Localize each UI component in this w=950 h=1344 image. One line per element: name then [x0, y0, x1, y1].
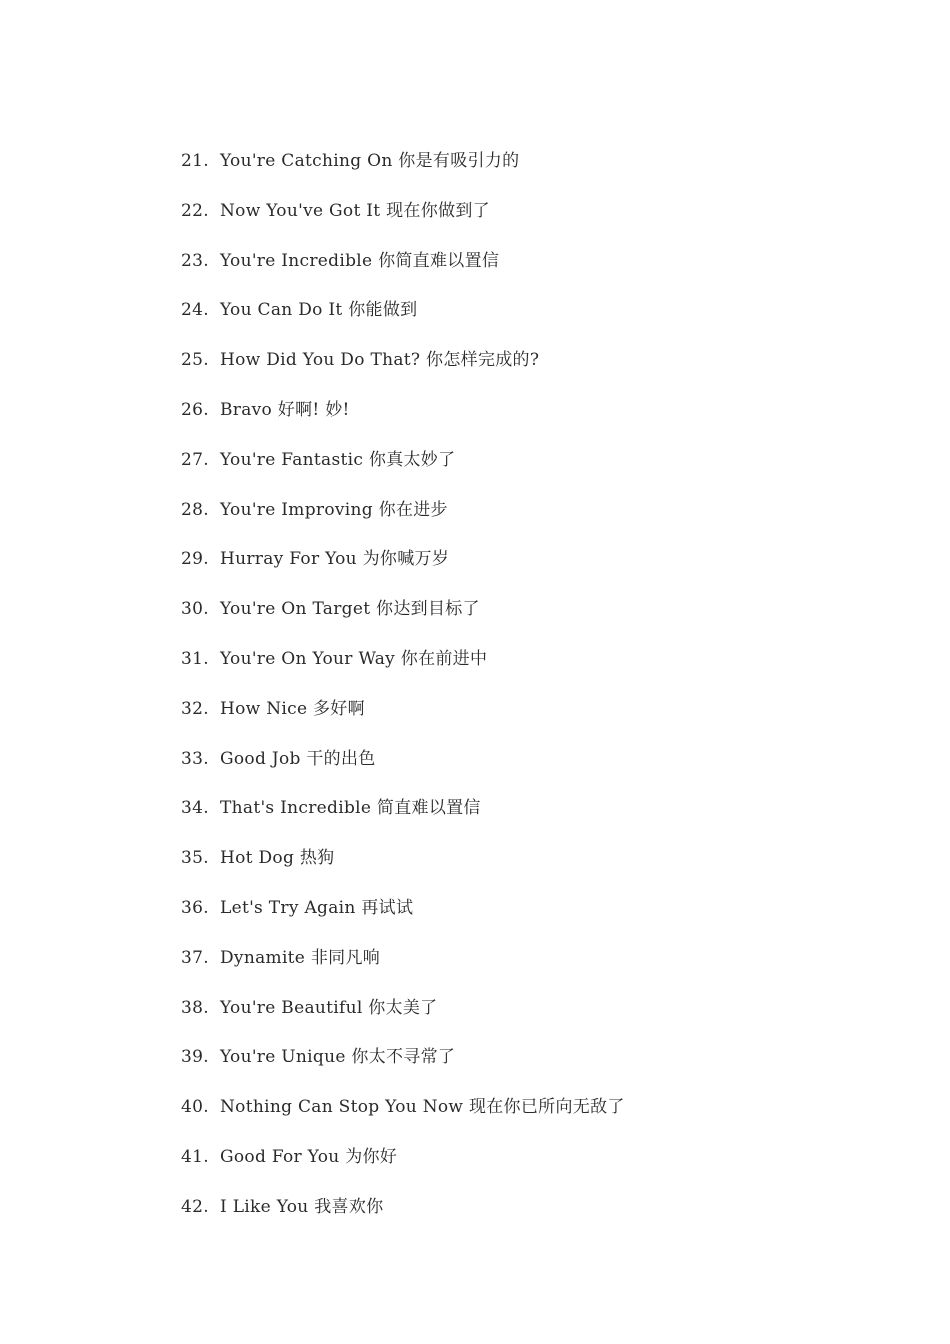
item-number: 33. — [181, 748, 209, 769]
list-item — [181, 793, 625, 843]
list-item — [181, 594, 625, 644]
item-number: 26. — [181, 399, 209, 420]
item-number: 24. — [181, 300, 209, 321]
item-text: Bravo 好啊! 妙! — [220, 399, 350, 420]
item-text: You're Incredible 你简直难以置信 — [220, 250, 500, 271]
item-number: 39. — [181, 1047, 209, 1068]
item-text: You're Improving 你在进步 — [220, 499, 448, 520]
item-number: 21. — [181, 151, 209, 171]
list-item — [181, 246, 625, 296]
item-text: I Like You 我喜欢你 — [220, 1196, 384, 1217]
list-item — [181, 943, 625, 993]
list-item — [181, 544, 625, 594]
item-text: Hurray For You 为你喊万岁 — [220, 549, 450, 570]
list-item — [181, 993, 625, 1043]
item-number: 41. — [181, 1146, 209, 1167]
item-text: You're On Your Way 你在前进中 — [220, 648, 488, 669]
item-number: 38. — [181, 997, 209, 1018]
item-number: 42. — [181, 1196, 209, 1217]
item-number: 34. — [181, 798, 209, 819]
item-number: 40. — [181, 1097, 209, 1118]
item-text: Nothing Can Stop You Now 现在你已所向无敌了 — [220, 1097, 625, 1118]
list-item — [181, 445, 625, 495]
list-item — [181, 146, 625, 196]
item-text: You're On Target 你达到目标了 — [220, 599, 480, 620]
list-item — [181, 395, 625, 445]
list-item — [181, 196, 625, 246]
item-text: You're Beautiful 你太美了 — [220, 997, 438, 1018]
item-number: 28. — [181, 499, 209, 520]
item-number: 30. — [181, 599, 209, 620]
list-item — [181, 1192, 625, 1242]
list-item — [181, 644, 625, 694]
item-number: 32. — [181, 698, 209, 719]
item-number: 27. — [181, 449, 209, 470]
item-text: Good For You 为你好 — [220, 1146, 398, 1167]
phrase-list — [181, 146, 625, 1242]
list-item — [181, 295, 625, 345]
list-item — [181, 1092, 625, 1142]
item-text: You're Fantastic 你真太妙了 — [220, 449, 456, 470]
list-item — [181, 1042, 625, 1092]
item-text: Now You've Got It 现在你做到了 — [220, 200, 490, 221]
item-text: Dynamite 非同凡响 — [220, 947, 381, 968]
item-text: That's Incredible 简直难以置信 — [220, 798, 481, 819]
list-item — [181, 694, 625, 744]
item-text: How Nice 多好啊 — [220, 698, 365, 719]
list-item — [181, 495, 625, 545]
list-item — [181, 893, 625, 943]
item-text: You're Unique 你太不寻常了 — [220, 1047, 456, 1068]
item-number: 22. — [181, 200, 209, 221]
item-number: 35. — [181, 848, 209, 869]
item-number: 31. — [181, 648, 209, 669]
item-number: 37. — [181, 947, 209, 968]
item-text: You Can Do It 你能做到 — [220, 300, 418, 321]
item-number: 29. — [181, 549, 209, 570]
item-text: Good Job 干的出色 — [220, 748, 376, 769]
item-number: 25. — [181, 350, 209, 371]
item-text: Let's Try Again 再试试 — [220, 897, 414, 918]
item-text: You're Catching On 你是有吸引力的 — [220, 151, 520, 171]
list-item — [181, 843, 625, 893]
item-text: Hot Dog 热狗 — [220, 848, 335, 869]
item-text: How Did You Do That? 你怎样完成的? — [220, 350, 540, 371]
item-number: 23. — [181, 250, 209, 271]
list-item — [181, 345, 625, 395]
list-item — [181, 1142, 625, 1192]
item-number: 36. — [181, 897, 209, 918]
list-item — [181, 744, 625, 794]
